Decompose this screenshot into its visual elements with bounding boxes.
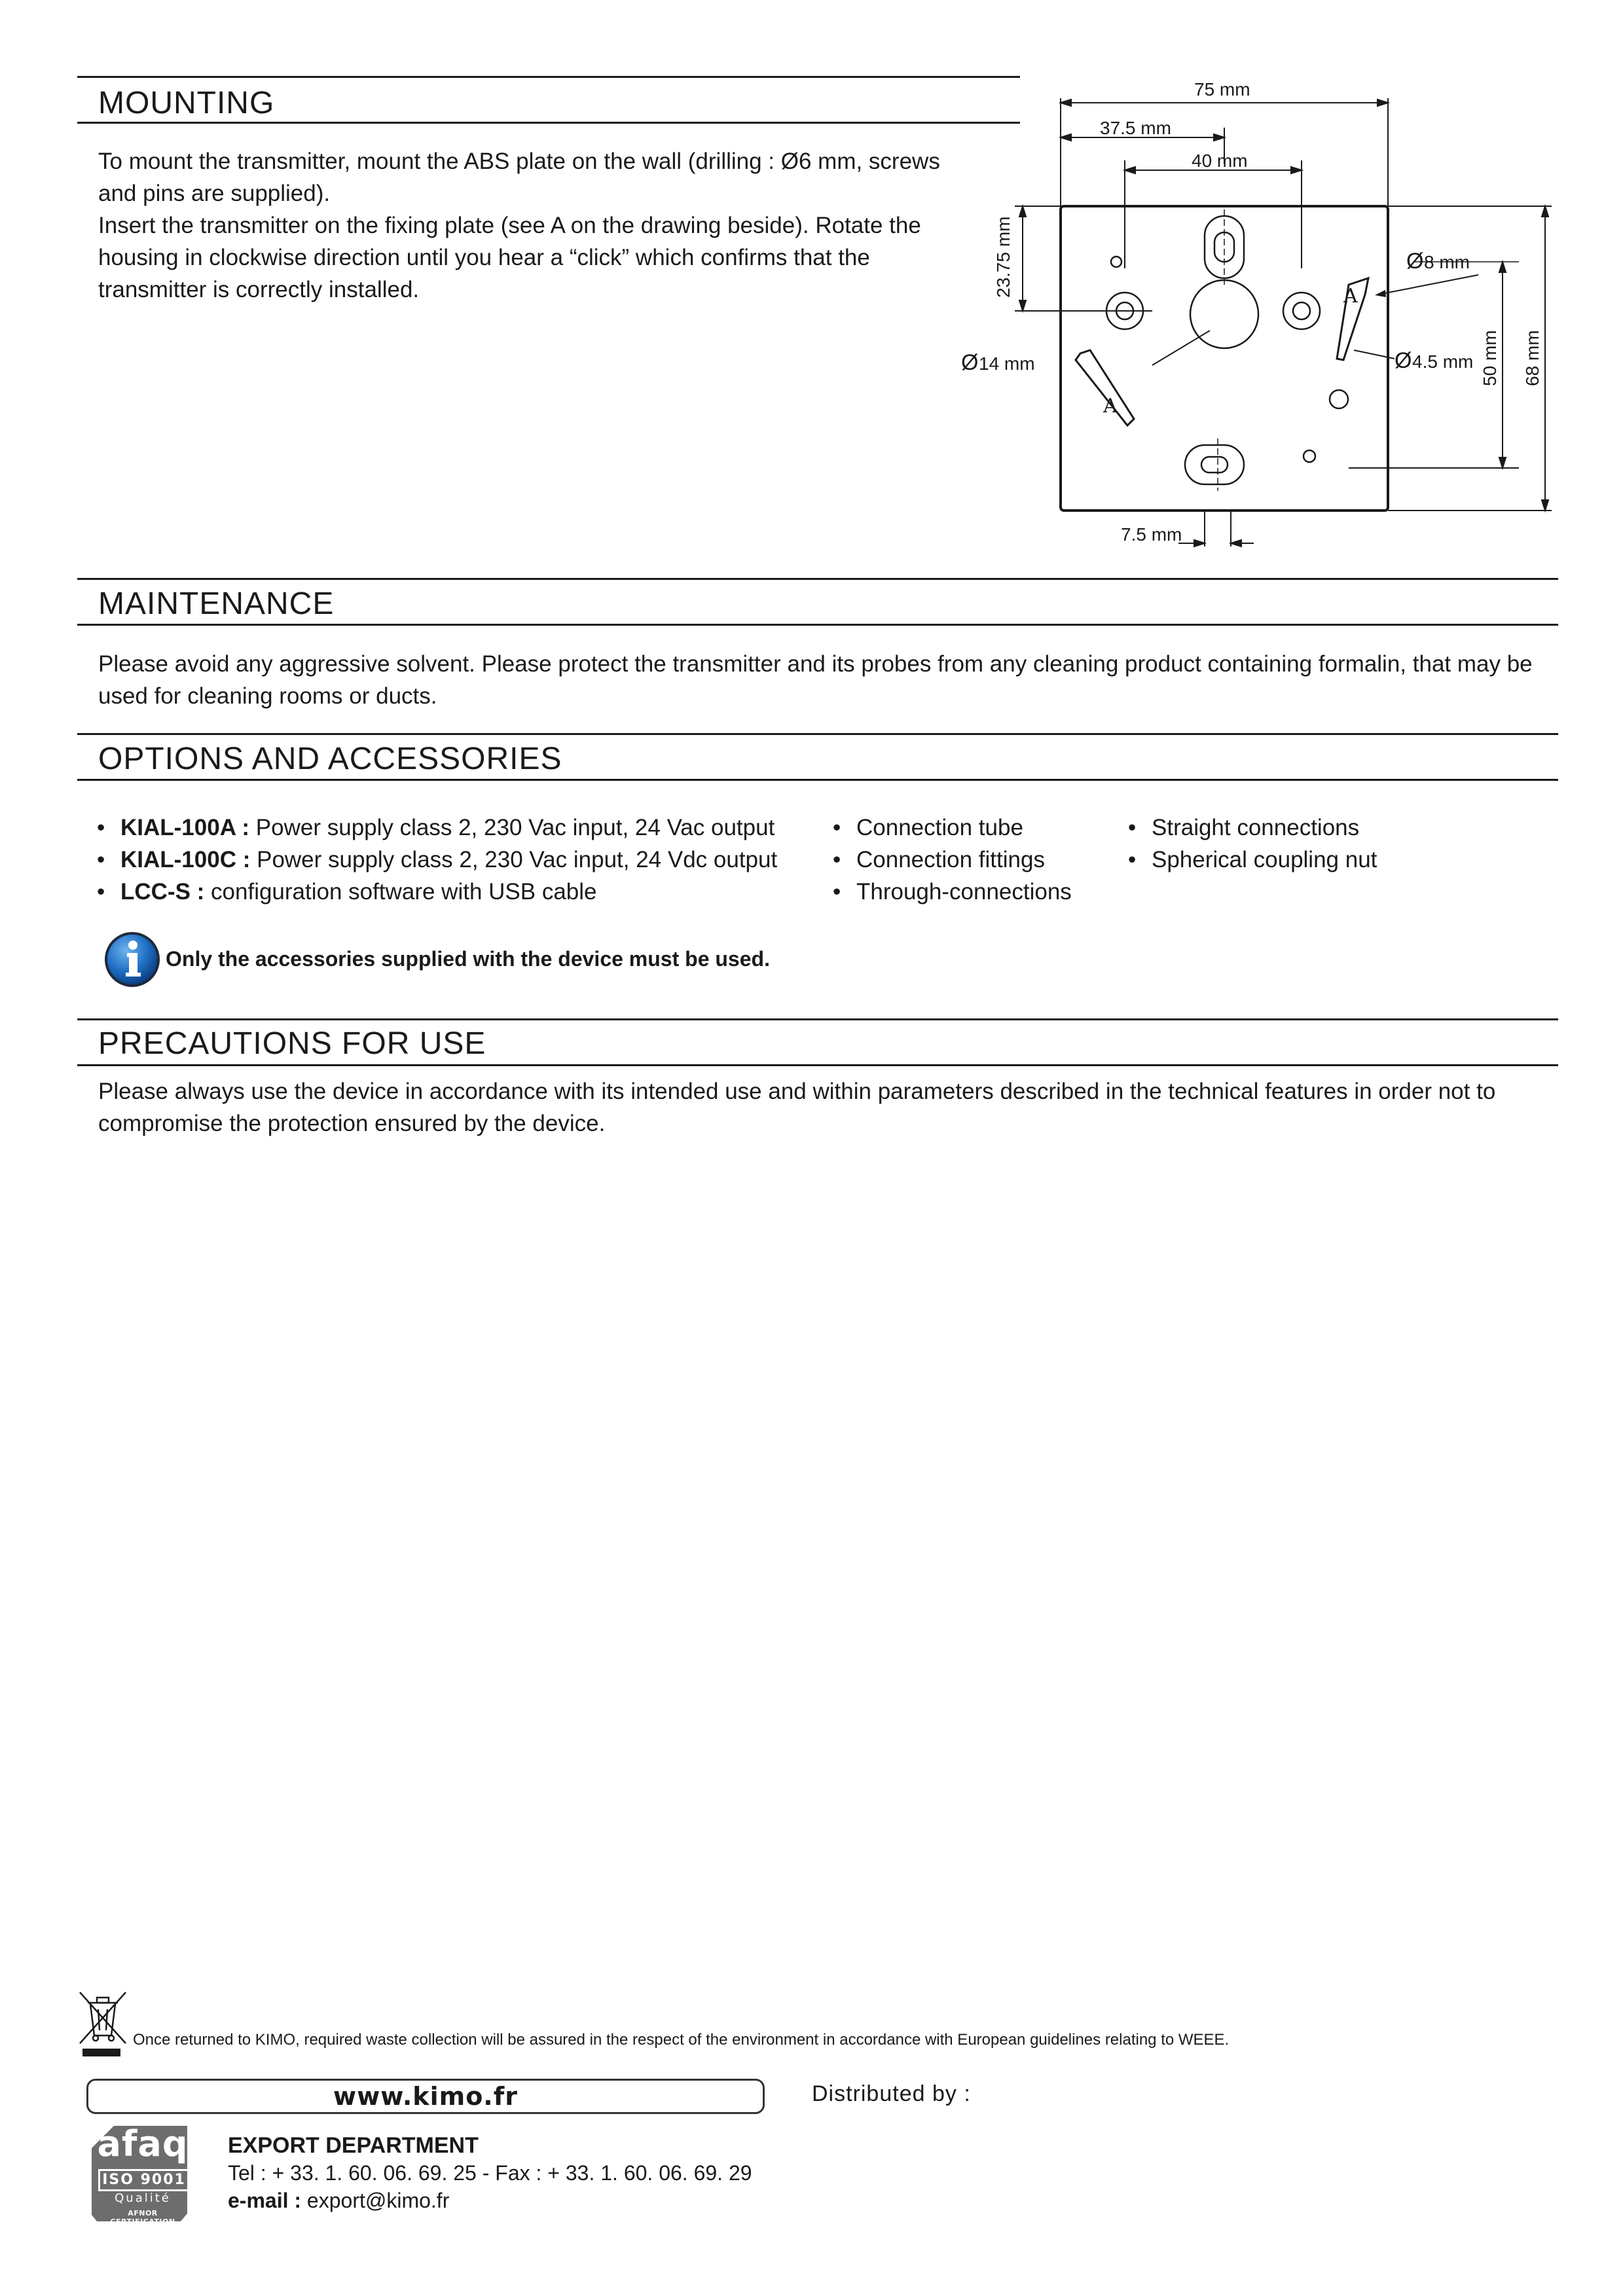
item-code: KIAL-100A : [120, 815, 250, 840]
item-desc: Power supply class 2, 230 Vac input, 24 Vac output [249, 815, 775, 840]
iso-label: ISO 9001 [98, 2169, 190, 2191]
options-title: OPTIONS AND ACCESSORIES [98, 742, 562, 776]
distributed-by-label: Distributed by : [812, 2081, 971, 2106]
mounting-rule-bottom [77, 122, 1020, 124]
bullet: • [97, 815, 105, 840]
dimension-lines [1019, 99, 1548, 547]
list-item [97, 812, 777, 844]
options-rule-bottom [77, 779, 1558, 781]
maintenance-text: Please avoid any aggressive solvent. Please protect the transmitter and its probes from any cleaning product containing formalin, that may be used for cleaning rooms or ducts. [98, 651, 1533, 709]
bullet: • [97, 879, 105, 905]
maintenance-title: MAINTENANCE [98, 586, 335, 621]
list-item [1128, 844, 1377, 876]
item-desc: Power supply class 2, 230 Vac input, 24 Vdc output [250, 847, 778, 872]
bullet: • [97, 847, 105, 872]
tel-fax: Tel : + 33. 1. 60. 06. 69. 25 - Fax : + 33. 1. 60. 06. 69. 29 [228, 2161, 752, 2185]
email-link[interactable]: export@kimo.fr [301, 2189, 450, 2212]
dim-4-5mm: 4.5 mm [1412, 351, 1474, 372]
maintenance-rule-top [77, 578, 1558, 580]
bullet: • [833, 815, 841, 840]
dim-14mm: 14 mm [979, 353, 1035, 374]
quality-label: Qualité [115, 2191, 171, 2205]
mounting-text [98, 145, 982, 306]
list-item [833, 844, 1072, 876]
item-label: Straight connections [1152, 815, 1360, 840]
precautions-title: PRECAUTIONS FOR USE [98, 1026, 486, 1061]
email-label: e-mail : [228, 2189, 302, 2212]
list-item [833, 876, 1072, 908]
mounting-paragraph-1: To mount the transmitter, mount the ABS plate on the wall (drilling : Ø6 mm, screws and pins are supplied). [98, 149, 940, 206]
item-label: Connection fittings [856, 847, 1045, 872]
email-line [228, 2189, 449, 2213]
dim-7-5mm: 7.5 mm [1121, 524, 1182, 545]
item-code: LCC-S : [120, 879, 205, 905]
item-label: Through-connections [856, 879, 1072, 905]
item-label: Spherical coupling nut [1152, 847, 1377, 872]
afnor-label: AFNOR CERTIFICATION [110, 2209, 175, 2226]
options-list-col1 [97, 812, 777, 908]
dim-23-75mm: 23.75 mm [993, 216, 1013, 298]
bullet: • [1128, 847, 1137, 872]
options-rule-top [77, 733, 1558, 735]
info-icon [103, 931, 161, 988]
dim-50mm: 50 mm [1480, 330, 1500, 386]
list-item [833, 812, 1072, 844]
list-item [97, 844, 777, 876]
mounting-paragraph-2: Insert the transmitter on the fixing plate (see A on the drawing beside). Rotate the housing in clockwise direction until you hear a “click” which confirms that the transmitter is correctly installed. [98, 213, 921, 302]
maintenance-rule-bottom [77, 624, 1558, 626]
dim-68mm: 68 mm [1522, 330, 1542, 386]
dim-8mm: 8 mm [1424, 252, 1470, 272]
options-list-col3 [1128, 812, 1377, 876]
dim-40mm: 40 mm [1192, 151, 1248, 171]
afaq-brand: afaq [97, 2123, 189, 2164]
marker-a-left: A [1103, 395, 1118, 418]
accessories-note: Only the accessories supplied with the device must be used. [166, 947, 770, 971]
bullet: • [1128, 815, 1137, 840]
item-code: KIAL-100C : [120, 847, 251, 872]
options-list-col2 [833, 812, 1072, 908]
bullet: • [833, 879, 841, 905]
marker-a-right: A [1343, 285, 1358, 308]
precautions-rule-top [77, 1018, 1558, 1020]
list-item [1128, 812, 1377, 844]
list-item [97, 876, 777, 908]
weee-bin-icon [77, 1990, 128, 2058]
bullet: • [833, 847, 841, 872]
precautions-text: Please always use the device in accordance with its intended use and within parameters described in the technical features in order not to compromise the protection ensured by the device. [98, 1079, 1496, 1136]
dim-37-5mm: 37.5 mm [1100, 118, 1171, 138]
mounting-title: MOUNTING [98, 86, 275, 120]
item-label: Connection tube [856, 815, 1023, 840]
export-department-title: EXPORT DEPARTMENT [228, 2133, 479, 2158]
mounting-rule-top [77, 76, 1020, 78]
dim-75mm: 75 mm [1194, 79, 1250, 99]
mounting-plate-drawing [943, 72, 1571, 556]
diameter-symbol-14: Ø [961, 350, 979, 375]
diameter-symbol-8: Ø [1406, 249, 1424, 274]
plate-holes [1076, 209, 1368, 491]
website-link[interactable]: www.kimo.fr [86, 2079, 765, 2114]
item-desc: configuration software with USB cable [204, 879, 597, 905]
precautions-rule-bottom [77, 1064, 1558, 1066]
weee-notice: Once returned to KIMO, required waste collection will be assured in the respect of the environment in accordance with European guidelines relating to WEEE. [133, 2031, 1230, 2049]
afaq-iso-logo [90, 2123, 194, 2224]
diameter-symbol-4-5: Ø [1395, 348, 1412, 373]
